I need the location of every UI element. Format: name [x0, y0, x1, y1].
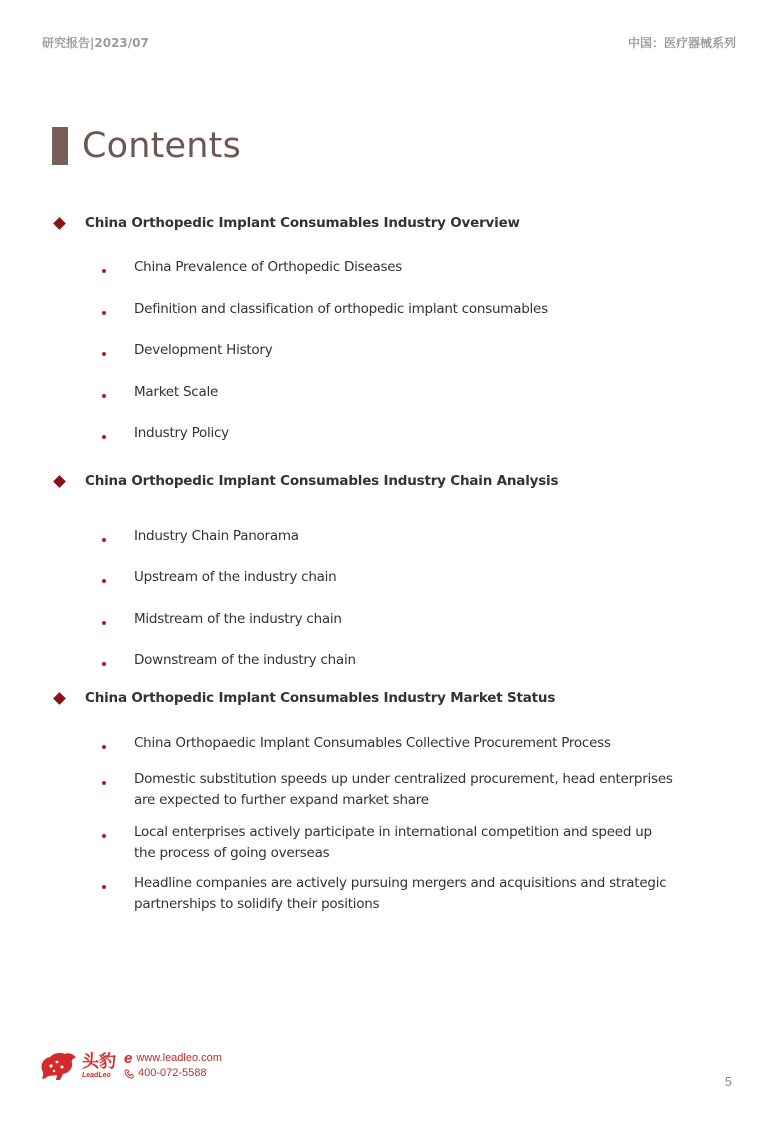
- item-label: Development History: [134, 342, 273, 358]
- dot-bullet-icon: [102, 885, 106, 889]
- toc-section-market[interactable]: [52, 690, 555, 706]
- item-label: Definition and classification of orthopedic implant consumables: [134, 301, 548, 317]
- toc-item[interactable]: [100, 611, 674, 630]
- toc-section-overview[interactable]: [52, 215, 520, 231]
- item-label: China Orthopaedic Implant Consumables Collective Procurement Process: [134, 735, 611, 751]
- item-label: Upstream of the industry chain: [134, 569, 337, 585]
- header-series: 中国：医疗器械系列: [627, 36, 736, 50]
- toc-item[interactable]: [100, 301, 674, 320]
- phone-icon: [124, 1069, 134, 1079]
- dot-bullet-icon: [102, 621, 106, 625]
- phone-row: [124, 1066, 222, 1081]
- website-link[interactable]: www.leadleo.com: [136, 1052, 222, 1064]
- diamond-bullet-icon: [53, 217, 66, 230]
- item-label: Headline companies are actively pursuing mergers and acquisitions and strategic partnerships to solidify their positions: [134, 875, 667, 912]
- dot-bullet-icon: [102, 834, 106, 838]
- dot-bullet-icon: [102, 745, 106, 749]
- item-label: Industry Policy: [134, 425, 229, 441]
- toc-item[interactable]: [100, 528, 674, 547]
- toc-item[interactable]: [100, 425, 674, 444]
- dot-bullet-icon: [102, 311, 106, 315]
- phone-number: 400-072-5588: [138, 1067, 207, 1079]
- dot-bullet-icon: [102, 269, 106, 273]
- toc-item[interactable]: [100, 652, 674, 671]
- toc-section-chain[interactable]: [52, 473, 558, 489]
- page-title: Contents: [82, 126, 242, 166]
- item-label: Industry Chain Panorama: [134, 528, 299, 544]
- page-number: 5: [724, 1074, 732, 1089]
- website-row[interactable]: [124, 1051, 222, 1066]
- logo-chinese-name: 头豹: [82, 1051, 116, 1072]
- diamond-bullet-icon: [53, 692, 66, 705]
- toc-item[interactable]: [100, 259, 674, 278]
- leopard-logo-icon: [38, 1050, 78, 1082]
- toc-item[interactable]: [100, 875, 674, 915]
- dot-bullet-icon: [102, 394, 106, 398]
- page-title-block: [52, 126, 241, 166]
- dot-bullet-icon: [102, 435, 106, 439]
- header-report-date: 研究报告|2023/07: [42, 36, 149, 50]
- footer-brand: [38, 1050, 222, 1082]
- item-label: Local enterprises actively participate in international competition and speed up the process of going overseas: [134, 824, 652, 861]
- dot-bullet-icon: [102, 781, 106, 785]
- toc-item[interactable]: [100, 771, 674, 811]
- title-accent-bar: [52, 127, 68, 165]
- toc-item[interactable]: [100, 342, 674, 361]
- section-label: China Orthopedic Implant Consumables Industry Market Status: [85, 690, 556, 706]
- contact-info: [124, 1051, 222, 1081]
- dot-bullet-icon: [102, 579, 106, 583]
- item-label: Downstream of the industry chain: [134, 652, 356, 668]
- toc-item[interactable]: [100, 384, 674, 403]
- item-label: Market Scale: [134, 384, 219, 400]
- logo-english-name: LeadLeo: [82, 1071, 111, 1079]
- toc-item[interactable]: [100, 824, 674, 864]
- toc-item[interactable]: [100, 735, 674, 754]
- dot-bullet-icon: [102, 662, 106, 666]
- logo-wordmark: [82, 1053, 116, 1080]
- item-label: China Prevalence of Orthopedic Diseases: [134, 259, 403, 275]
- section-label: China Orthopedic Implant Consumables Industry Overview: [85, 215, 520, 231]
- section-label: China Orthopedic Implant Consumables Industry Chain Analysis: [85, 473, 559, 489]
- dot-bullet-icon: [102, 352, 106, 356]
- browser-e-icon: e: [124, 1050, 133, 1067]
- toc-item[interactable]: [100, 569, 674, 588]
- item-label: Domestic substitution speeds up under centralized procurement, head enterprises are expected to further expand market share: [134, 771, 673, 808]
- item-label: Midstream of the industry chain: [134, 611, 342, 627]
- diamond-bullet-icon: [53, 475, 66, 488]
- dot-bullet-icon: [102, 538, 106, 542]
